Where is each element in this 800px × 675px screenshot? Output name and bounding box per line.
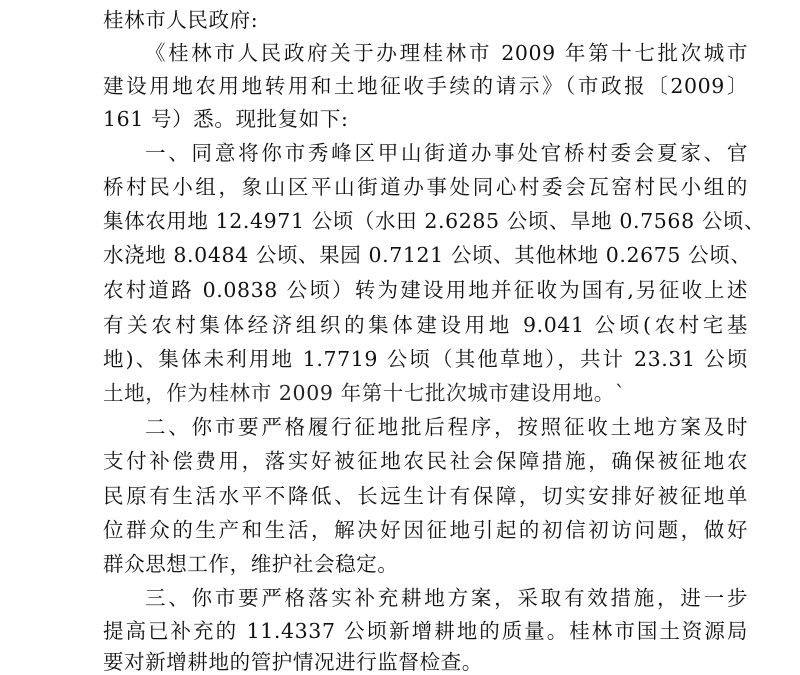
item-2-line-1: 二、你市要严格履行征地批后程序，按照征收土地方案及时: [145, 415, 748, 439]
item-3-line-2: 提高已补充的 11.4337 公顷新增耕地的质量。桂林市国土资源局: [103, 619, 748, 643]
item-1-line-1: 一、同意将你市秀峰区甲山街道办事处官桥村委会夏家、官: [145, 141, 748, 165]
item-2-line-5: 群众思想工作，维护社会稳定。: [103, 552, 399, 576]
intro-line-1: 《桂林市人民政府关于办理桂林市 2009 年第十七批次城市: [145, 41, 748, 65]
item-2-line-4: 位群众的生产和生活，解决好因征地引起的初信初访问题，做好: [103, 518, 748, 542]
item-1-line-5: 农村道路 0.0838 公顷）转为建设用地并征收为国有,另征收上述: [103, 278, 748, 302]
addressee: 桂林市人民政府:: [103, 8, 259, 32]
item-3-line-1: 三、你市要严格落实补充耕地方案，采取有效措施，进一步: [145, 586, 748, 610]
intro-line-2: 建设用地农用地转用和土地征收手续的请示》（市政报〔2009〕: [103, 74, 748, 98]
intro-line-3: 161 号）悉。现批复如下:: [103, 107, 349, 131]
item-3-line-3: 要对新增耕地的管护情况进行监督检查。: [103, 650, 483, 674]
item-1-line-3: 集体农用地 12.4971 公顷（水田 2.6285 公顷、旱地 0.7568 公顷、: [103, 209, 766, 233]
item-1-line-4: 水浇地 8.0484 公顷、果园 0.7121 公顷、其他林地 0.2675 公顷、: [103, 243, 752, 267]
item-2-line-2: 支付补偿费用，落实好被征地农民社会保障措施，确保被征地农: [103, 449, 748, 473]
item-2-line-3: 民原有生活水平不降低、长远生计有保障，切实安排好被征地单: [103, 484, 748, 508]
item-1-line-7: 地)、集体未利用地 1.7719 公顷（其他草地），共计 23.31 公顷: [103, 347, 748, 371]
item-1-line-6: 有关农村集体经济组织的集体建设用地 9.041 公顷(农村宅基: [103, 313, 748, 337]
item-1-line-2: 桥村民小组，象山区平山街道办事处同心村委会瓦窑村民小组的: [103, 175, 748, 199]
item-1-line-8: 土地，作为桂林市 2009 年第十七批次城市建设用地。`: [103, 381, 626, 405]
